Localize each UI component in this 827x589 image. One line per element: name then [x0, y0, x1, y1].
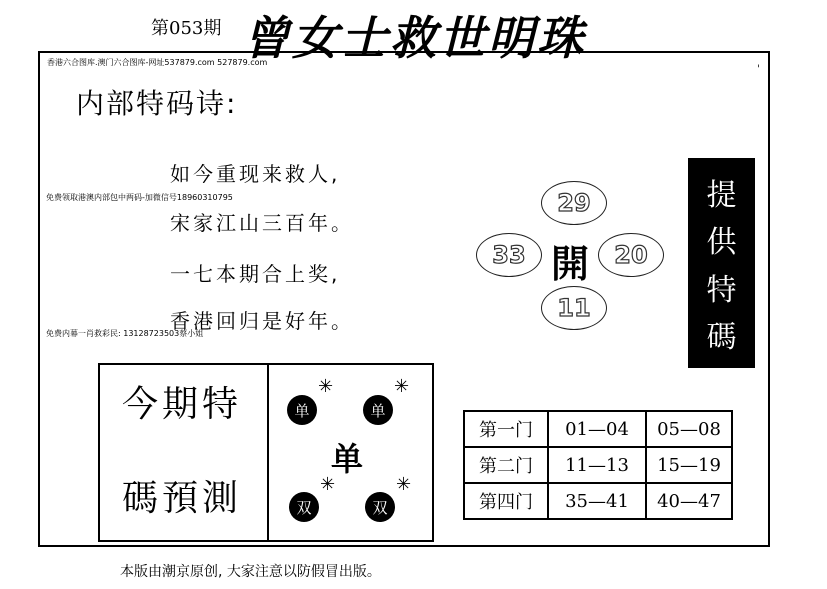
number-ellipse-left: 33: [476, 233, 542, 277]
provide-label-panel: [688, 158, 755, 368]
bomb-icon: [287, 395, 317, 425]
bomb-label: 双: [296, 498, 312, 517]
prediction-center: 单: [331, 440, 364, 478]
bomb-label: 双: [372, 498, 388, 517]
bomb-label: 单: [294, 401, 310, 420]
open-char: 開: [551, 242, 590, 286]
provide-char: 碼: [706, 320, 737, 356]
number-ellipse-top: 29: [541, 181, 607, 225]
gate-label: 第四门: [464, 483, 548, 519]
spark-icon: ✳: [396, 474, 412, 495]
provide-char: 供: [706, 225, 737, 261]
range-cell: 40—47: [646, 483, 732, 519]
bomb-label: 单: [370, 401, 386, 420]
spark-icon: ✳: [320, 474, 336, 495]
spark-icon: ✳: [394, 376, 410, 397]
poem-line: 宋家江山三百年。: [170, 211, 354, 235]
prediction-label: 今期特: [122, 384, 243, 425]
poem-title: 内部特码诗:: [76, 87, 238, 120]
bomb-icon: [363, 395, 393, 425]
contact-note: 免费内幕一肖救彩民: 13128723503蔡小姐: [46, 329, 204, 338]
provide-char: 提: [706, 177, 737, 213]
corner-mark: ': [757, 64, 760, 75]
range-table: [463, 410, 733, 520]
footer-note: 本版由潮京原创, 大家注意以防假冒出版。: [120, 564, 381, 580]
prediction-label: 碼預測: [122, 478, 243, 519]
gate-label: 第二门: [464, 447, 548, 483]
source-line: 香港六合图库.澳门六合图库-网址537879.com 527879.com: [47, 58, 268, 67]
bomb-icon: [365, 492, 395, 522]
table-row: [464, 411, 732, 447]
table-row: [464, 483, 732, 519]
issue-number: 第053期: [151, 18, 222, 39]
poem-line: 香港回归是好年。: [170, 309, 354, 333]
poem-line: 如今重现来救人,: [170, 162, 341, 186]
range-cell: 35—41: [548, 483, 646, 519]
number-ellipse-right: 20: [598, 233, 664, 277]
spark-icon: ✳: [318, 376, 334, 397]
number-ellipse-bottom: 11: [541, 286, 607, 330]
range-cell: 15—19: [646, 447, 732, 483]
gate-label: 第一门: [464, 411, 548, 447]
contact-note: 免费领取港澳内部包中两码-加微信号18960310795: [46, 193, 233, 202]
range-cell: 05—08: [646, 411, 732, 447]
provide-char: 特: [706, 272, 737, 308]
range-cell: 01—04: [548, 411, 646, 447]
prediction-divider: [267, 363, 269, 542]
range-cell: 11—13: [548, 447, 646, 483]
page-title: 曾女士救世明珠: [243, 11, 586, 65]
bomb-icon: [289, 492, 319, 522]
poem-line: 一七本期合上奖,: [170, 262, 341, 286]
table-row: [464, 447, 732, 483]
